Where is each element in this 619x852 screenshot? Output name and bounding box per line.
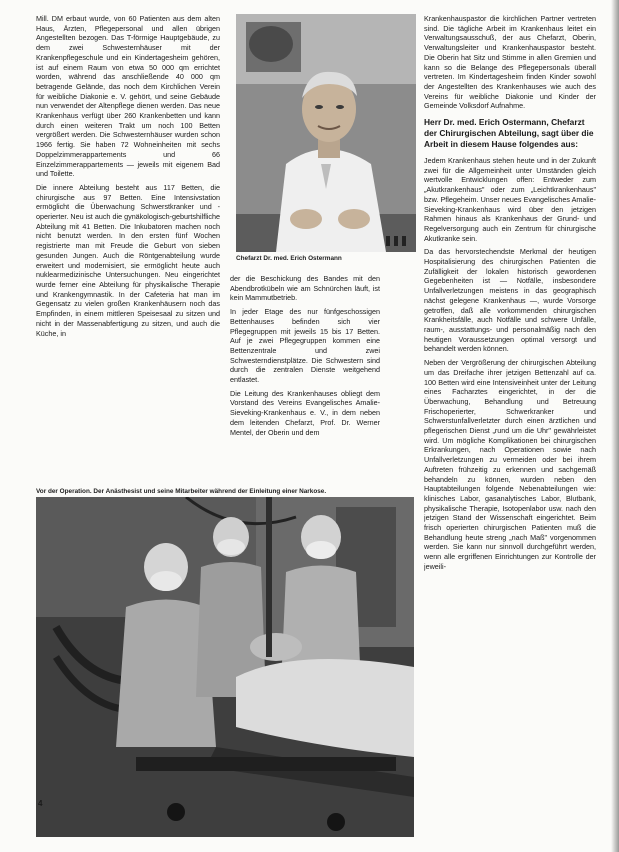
article-column-middle bbox=[230, 274, 380, 496]
operation-caption: Vor der Operation. Der Anästhesist und seine Mitarbeiter während der Einleitung einer Narkose. bbox=[36, 488, 327, 495]
column-right-paragraph-2: Da das hervorstechendste Merkmal der heutigen Hospitalisierung des chirurgischen Patienten die Zufälligkeit der lokalen historisch gewordenen Gegebenheiten ist — Notfälle, insbesondere Unfallverletzungen meistens in das geographisch nächst gelegene Krankenhaus —, wurde Vorsorge getroffen, daß alle vorkommenden chirurgischen Krankheitsfälle, auch Notfälle und schwere Unfälle, raum-, ausstattungs- und personalmäßig nach den heutigen Voraussetzungen optimal versorgt und behandelt werden können. bbox=[424, 247, 596, 354]
interview-heading: Herr Dr. med. Erich Ostermann, Chefarzt der Chirurgischen Abteilung, sagt über die Arbeit in diesem Hause folgendes aus: bbox=[424, 117, 594, 150]
column-right-paragraph-3: Neben der Vergrößerung der chirurgischen Abteilung um das Dreifache ihrer jetzigen Bettenzahl auf ca. 100 Betten wird eine Intensiveinheit unter der Leitung eines Facharztes eingerichtet, in der die Überwachung, Behandlung und Betreuung Frischoperierter, Schwerkranker und Schwerstunfallverletzter durch einen ärztlichen und pflegerischen Dienst „rund um die Uhr" gewährleistet wird. Um mögliche Komplikationen bei chirurgischen Erkrankungen, nach Operationen sowie nach Unfallverletzungen zu vermeiden oder bei ihrem Auftreten frühzeitig zu erkennen und sachgemäß behandeln zu können, wurden neben den Hauptabteilungen folgende Nebenabteilungen wie: klinisches Labor, gasanalytisches Labor, Blutbank, physikalische Therapie, Isotopenlabor usw. nach den jetzigen Stand der Wissenschaft eingerichtet. Beim frisch operierten chirurgischen Patienten muß die Behandlung heute streng „nach Maß" vorgenommen werden. Sie kann nur sinnvoll durchgeführt werden, wenn alle ergriffenen Einrichtungen zur Kontrolle der jeweili- bbox=[424, 358, 596, 571]
portrait-caption: Chefarzt Dr. med. Erich Ostermann bbox=[236, 255, 342, 262]
portrait-photo bbox=[236, 14, 416, 252]
column-left-paragraph-2: Die innere Abteilung besteht aus 117 Betten, die chirurgische aus 97 Betten. Eine Intensivstation ermöglicht die Überwachung Schwerstkranker und -operierter. Neu ist auch die gynäkologisch-geburtshilfliche Abteilung mit 41 Betten. Die Inkubatoren machen noch nicht benutzt werden. In den ersten fünf Wochen registrierte man mit Freude die Geburt von sieben gesunden Jungen. Auch die Röntgenabteilung wurde erweitert und modernisiert, sie ermöglicht heute auch nuklearmedizinische Untersuchungen. Neu eingerichtet wurde ferner eine Abteilung für physikalische Therapie und Krankengymnastik. In der Cafeteria hat man im Gegensatz zu vielen großen Krankenhäusern noch das Empfinden, in einem mittleren Speisesaal zu sitzen und nicht in der Massenabfertigung zu sitzen, und auch die Küche, in bbox=[36, 182, 220, 338]
column-middle-paragraph-3: Die Leitung des Krankenhauses obliegt dem Vorstand des Vereins Evangelisches Amalie-Sieveking-Krankenhaus e. V., in dem neben dem leitenden Chefarzt, Prof. Dr. Werner Mentel, der Oberin und dem bbox=[230, 388, 380, 437]
operation-photo-graphic bbox=[36, 497, 414, 837]
page-number: 4 bbox=[38, 799, 43, 808]
page-edge-shadow bbox=[611, 0, 619, 852]
article-column-left bbox=[36, 14, 220, 496]
portrait-photo-graphic bbox=[236, 14, 416, 252]
column-left-paragraph-1: Mill. DM erbaut wurde, von 60 Patienten aus dem alten Haus, Ärzten, Pflegepersonal und allen übrigen Angestellten bezogen. Das T-förmige Hauptgebäude, zu dem zwei Schwesternhäuser mit der Krankenpflegeschule und ein Kindertagesheim gehören, ist auf einem Raum von etwa 50 000 qm errichtet worden, während das anschließende 40 000 qm betragende Gelände, das noch dem Kirchlichen Verein für weibliche Diakonie e. V. gehört, und seine Gebäude nun verwendet der Altenpflege dienen werden. Das neue Krankenhaus verfügt über 260 Krankenbetten und kann durch einen weiteren Trakt um noch 100 Betten vergrößert werden. Die Schwesternhäuser wurden schon 1966 fertig. Sie haben 72 Wohneinheiten mit sechs Doppelzimmerappartements und 66 Einzelzimmerappartements — jeweils mit eigenem Bad und Toilette. bbox=[36, 14, 220, 179]
column-middle-paragraph-2: In jeder Etage des nur fünfgeschossigen Bettenhauses befinden sich vier Pflegegruppen mit jeweils 15 bis 17 Betten. Auf je zwei Pflegegruppen kommen eine Bettenzentrale und zwei Schwesterndienstplätze. Die Schwestern sind durch die zentralen Dienste weitgehend entlastet. bbox=[230, 307, 380, 385]
operation-photo bbox=[36, 497, 414, 837]
column-middle-paragraph-1: der die Beschickung des Bandes mit den Abendbrotkübeln wie am Schnürchen läuft, ist kein Mammutbetrieb. bbox=[230, 274, 380, 303]
article-column-right bbox=[424, 14, 596, 834]
column-right-paragraph-1: Jedem Krankenhaus stehen heute und in der Zukunft zwei für die Allgemeinheit unter Umständen gleich wertvolle Entwicklungen offen: Entweder zum „Akutkrankenhaus" oder zum „Leichtkrankenhaus" bzw. Pflegeheim. Unser neues Evangelisches Amalie-Sieveking-Krankenhaus wird über den jetzigen Rahmen hinaus als Krankenhaus der Grund- und Regelversorgung auch ein Zentrum für chirurgische Akutkranke sein. bbox=[424, 156, 596, 243]
column-right-intro: Krankenhauspastor die kirchlichen Partner vertreten sind. Die tägliche Arbeit im Krankenhaus leitet ein Verwaltungsausschuß, der aus Chefarzt, Oberin, Verwaltungsleiter und Krankenhauspastor besteht. Die Oberin hat Sitz und Stimme in allen Gremien und kann so die Belange des Pflegepersonals überall vertreten. Im Kindertagesheim finden Kinder sowohl der Angestellten des Krankenhauses wie auch des Vereins für weibliche Diakonie und Kinder der Gemeinde Volksdorf Aufnahme. bbox=[424, 14, 596, 111]
